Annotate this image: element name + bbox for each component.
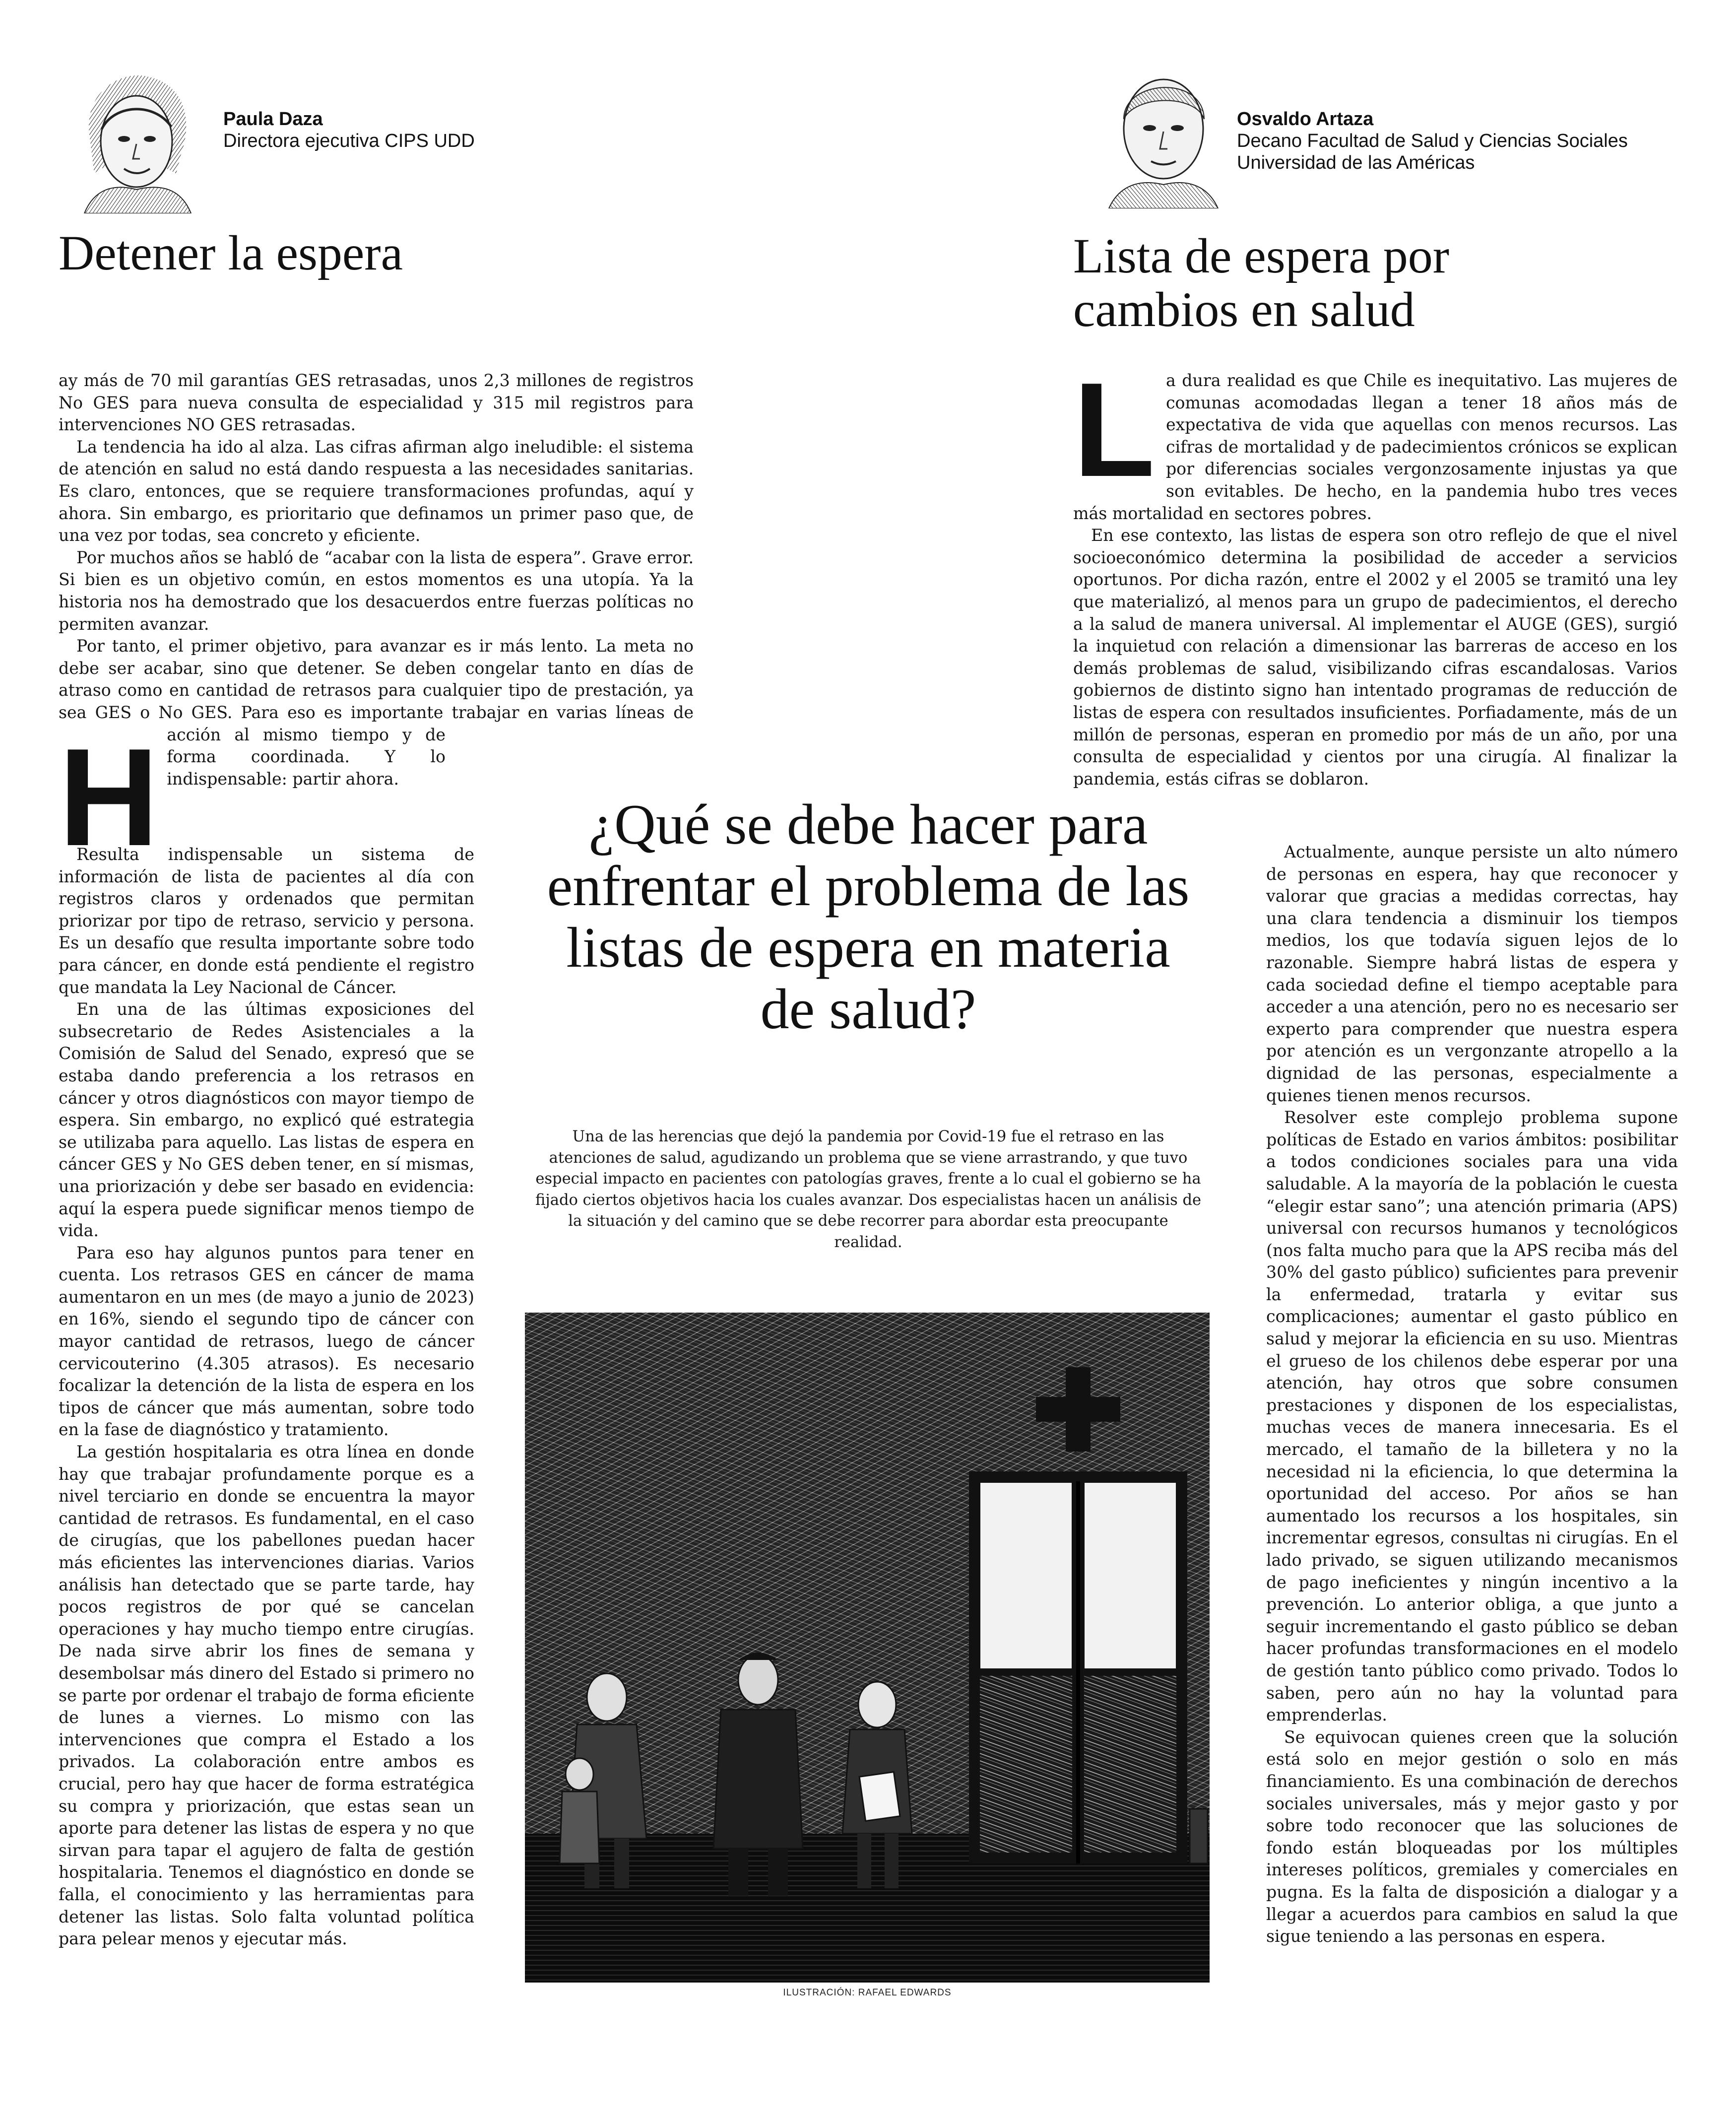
right-headline: Lista de espera por cambios en salud [1073, 228, 1450, 337]
dropcap: H [59, 720, 159, 875]
paragraph: Por muchos años se habló de “acabar con la lista de espera”. Grave error. Si bien es un objetivo común, en estos momentos es una utopía. Ya la historia nos ha demostrado que los desacuerdos entre fuerzas políticas no permiten avanzar. [59, 547, 694, 634]
author-name: Paula Daza [223, 109, 323, 130]
paragraph: Para eso hay algunos puntos para tener en cuenta. Los retrasos GES en cáncer de mama aumentaron en un mes (de mayo a junio de 2023) en 16%, siendo el segundo tipo de cáncer con mayor cantidad de retrasos, luego de cáncer cervicouterino (4.305 atrasos). Es necesario focalizar la detención de la lista de espera en los tipos de cáncer que más aumentan, sobre todo en la fase de diagnóstico y tratamiento. [59, 1243, 474, 1440]
paragraph: Por tanto, el primer objetivo, para avanzar es ir más lento. La meta no debe ser acabar, sino que detener. Se deben congelar tanto en días de atraso como en cantidad de retrasos para cualquier tipo de prestación, ya sea GES o No GES. Para eso es importante trabajar en varias líneas de acción al mismo tiempo y de forma coordinada. Y lo indispensable: partir ahora. [59, 636, 694, 789]
right-article-body-continued [1266, 841, 1678, 1997]
paragraph: Resolver este complejo problema supone políticas de Estado en varios ámbitos: posibilitar a todos condiciones sociales para una vida saludable. A la mayoría de la población le cuesta “elegir estar sano”; una atención primaria (APS) universal con recursos humanos y tecnológicos (nos falta mucho para que la APS reciba más del 30% del gasto público) suficientes para prevenir la enfermedad, tratarla y evitar sus complicaciones; aumentar el gasto público en salud y mejorar la eficiencia en su uso. Mientras el grueso de los chilenos debe esperar por una atención, hay otros que sobre consumen prestaciones y disponen de los especialistas, muchas veces de manera innecesaria. Es el mercado, el tamaño de la billetera y no la necesidad ni la eficiencia, lo que determina la oportunidad del acceso. Por años se han aumentado los recursos a los hospitales, sin incrementar egresos, consultas ni cirugías. En el lado privado, se siguen utilizando mecanismos de pago ineficientes y ningún incentivo a la prevención. Lo anterior obliga, a que junto a seguir incrementando el gasto público se deban hacer profundas transformaciones en el modelo de gestión tanto público como privado. Todos lo saben, pero aún no hay la voluntad para emprenderlas. [1266, 1108, 1678, 1725]
right-article-body [1073, 355, 1677, 789]
paragraph: La gestión hospitalaria es otra línea en donde hay que trabajar profundamente porque es a nivel terciario en donde se encuentra la mayor cantidad de retrasos. Es fundamental, en el caso de cirugías, que los pabellones puedan hacer más eficientes las intervenciones diarias. Varios análisis han detectado que se parte tarde, hay pocos registros de por qué se cancelan operaciones y hay mucho tiempo entre cirugías. De nada sirve abrir los fines de semana y desembolsar más dinero del Estado si primero no se parte por ordenar el trabajo de forma eficiente de lunes a viernes. Lo mismo con las intervenciones que compra el Estado a los privados. La colaboración entre ambos es crucial, pero hay que hacer de forma estratégica su compra y priorización, que estas sean un aporte para detener las listas de espera y no que sirvan para tapar el agujero de falta de gestión hospitalaria. Tenemos el diagnóstico en donde se falla, el conocimiento y las herramientas para detener las listas. Solo falta voluntad política para pelear menos y ejecutar más. [59, 1442, 474, 1949]
paragraph: Resulta indispensable un sistema de información de lista de pacientes al día con registros claros y ordenados que permitan priorizar por tipo de retraso, servicio y persona. Es un desafío que resulta importante sobre todo para cáncer, en donde está pendiente el registro que mandata la Ley Nacional de Cáncer. [59, 845, 474, 997]
author-role-line2: Universidad de las Américas [1237, 152, 1475, 173]
author-name: Osvaldo Artaza [1237, 109, 1374, 130]
left-article-body-continued [59, 844, 474, 1995]
paragraph: Se equivocan quienes creen que la solución está solo en mejor gestión o solo en más financiamiento. Es una combinación de derechos sociales universales, más y mejor gasto y por sobre todo reconocer que las soluciones de fondo están bloqueadas por los múltiples intereses políticos, gremiales y comerciales en pugna. Es la falta de disposición a dialogar y a llegar a acuerdos para cambios en salud la que sigue teniendo a las personas en espera. [1266, 1727, 1678, 1946]
paragraph: ay más de 70 mil garantías GES retrasadas, unos 2,3 millones de registros No GES para nueva consulta de especialidad y 315 mil registros para intervenciones NO GES retrasadas. [59, 371, 694, 435]
central-question: ¿Qué se debe hacer para enfrentar el problema de las listas de espera en materia de salud? [547, 793, 1190, 1041]
left-headline: Detener la espera [59, 225, 403, 280]
intro-summary: Una de las herencias que dejó la pandemia por Covid-19 fue el retraso en las atenciones de salud, agudizando un problema que se viene arrastrando, y que tuvo especial impacto en pacientes con patologías graves, frente a lo cual el gobierno se ha fijado ciertos objetivos hacia los cuales avanzar. Dos especialistas hacen un análisis de la situación y del camino que se debe recorrer para abordar esta preocupante realidad. [535, 1128, 1202, 1251]
author-portrait-osvaldo-artaza [1089, 60, 1238, 208]
paragraph: En ese contexto, las listas de espera son otro reflejo de que el nivel socioeconómico determina la posibilidad de acceder a servicios oportunos. Por dicha razón, entre el 2002 y el 2005 se tramitó una ley que materializó, al menos para un grupo de padecimientos, el derecho a la salud de manera universal. Al implementar el AUGE (GES), surgió la inquietud con relación a dimensionar las barreras de acceso en los demás problemas de salud, visibilizando cifras escandalosas. Varios gobiernos de distinto signo han intentado programas de reducción de listas de espera con resultados insuficientes. Porfiadamente, más de un millón de personas, esperan en promedio por más de un año, por una consulta de especialidad y cientos por una cirugía. Al finalizar la pandemia, estás cifras se doblaron. [1073, 526, 1677, 789]
paragraph: a dura realidad es que Chile es inequitativo. Las mujeres de comunas acomodadas llegan a tener 18 años más de expectativa de vida que aquellas con menos recursos. Las cifras de mortalidad y de padecimientos crónicos se explican por diferencias sociales vergonzosamente injustas ya que son evitables. De hecho, en la pandemia hubo tres veces más mortalidad en sectores pobres. [1073, 371, 1677, 523]
paragraph: En una de las últimas exposiciones del subsecretario de Redes Asistenciales a la Comisión de Salud del Senado, expresó que se estaba dando preferencia a los retrasos en cáncer y otros diagnósticos con mayor tiempo de espera. Sin embargo, no explicó qué estrategia se utilizaba para aquello. Las listas de espera en cáncer GES y No GES deben tener, en sí mismas, una priorización y debe ser basado en evidencia: aquí la espera puede significar menos tiempo de vida. [59, 999, 474, 1241]
paragraph: Actualmente, aunque persiste un alto número de personas en espera, hay que reconocer y valorar que gracias a medidas correctas, hay una clara tendencia a disminuir los tiempos medios, los que todavía siguen lejos de lo razonable. Siempre habrá listas de espera y cada sociedad define el tiempo aceptable para acceder a una atención, pero no es necesario ser experto para comprender que nuestra espera por atención es un vergonzante atropello a la dignidad de las personas, especialmente a quienes tienen menos recursos. [1266, 842, 1678, 1105]
illustration-credit: ILUSTRACIÓN: RAFAEL EDWARDS [783, 1988, 952, 1998]
illustration-waiting-room [525, 1313, 1210, 1983]
author-portrait-paula-daza [55, 60, 213, 213]
author-role-line1: Decano Facultad de Salud y Ciencias Sociales [1237, 131, 1628, 151]
dropcap: L [1073, 355, 1155, 505]
paragraph: La tendencia ha ido al alza. Las cifras afirman algo ineludible: el sistema de atención en salud no está dando respuesta a las necesidades sanitarias. Es claro, entonces, que se requiere transformaciones profundas, aquí y ahora. Sin embargo, es prioritario que definamos un primer paso que, de una vez por todas, sea concreto y eficiente. [59, 437, 694, 545]
author-role: Directora ejecutiva CIPS UDD [223, 131, 475, 151]
